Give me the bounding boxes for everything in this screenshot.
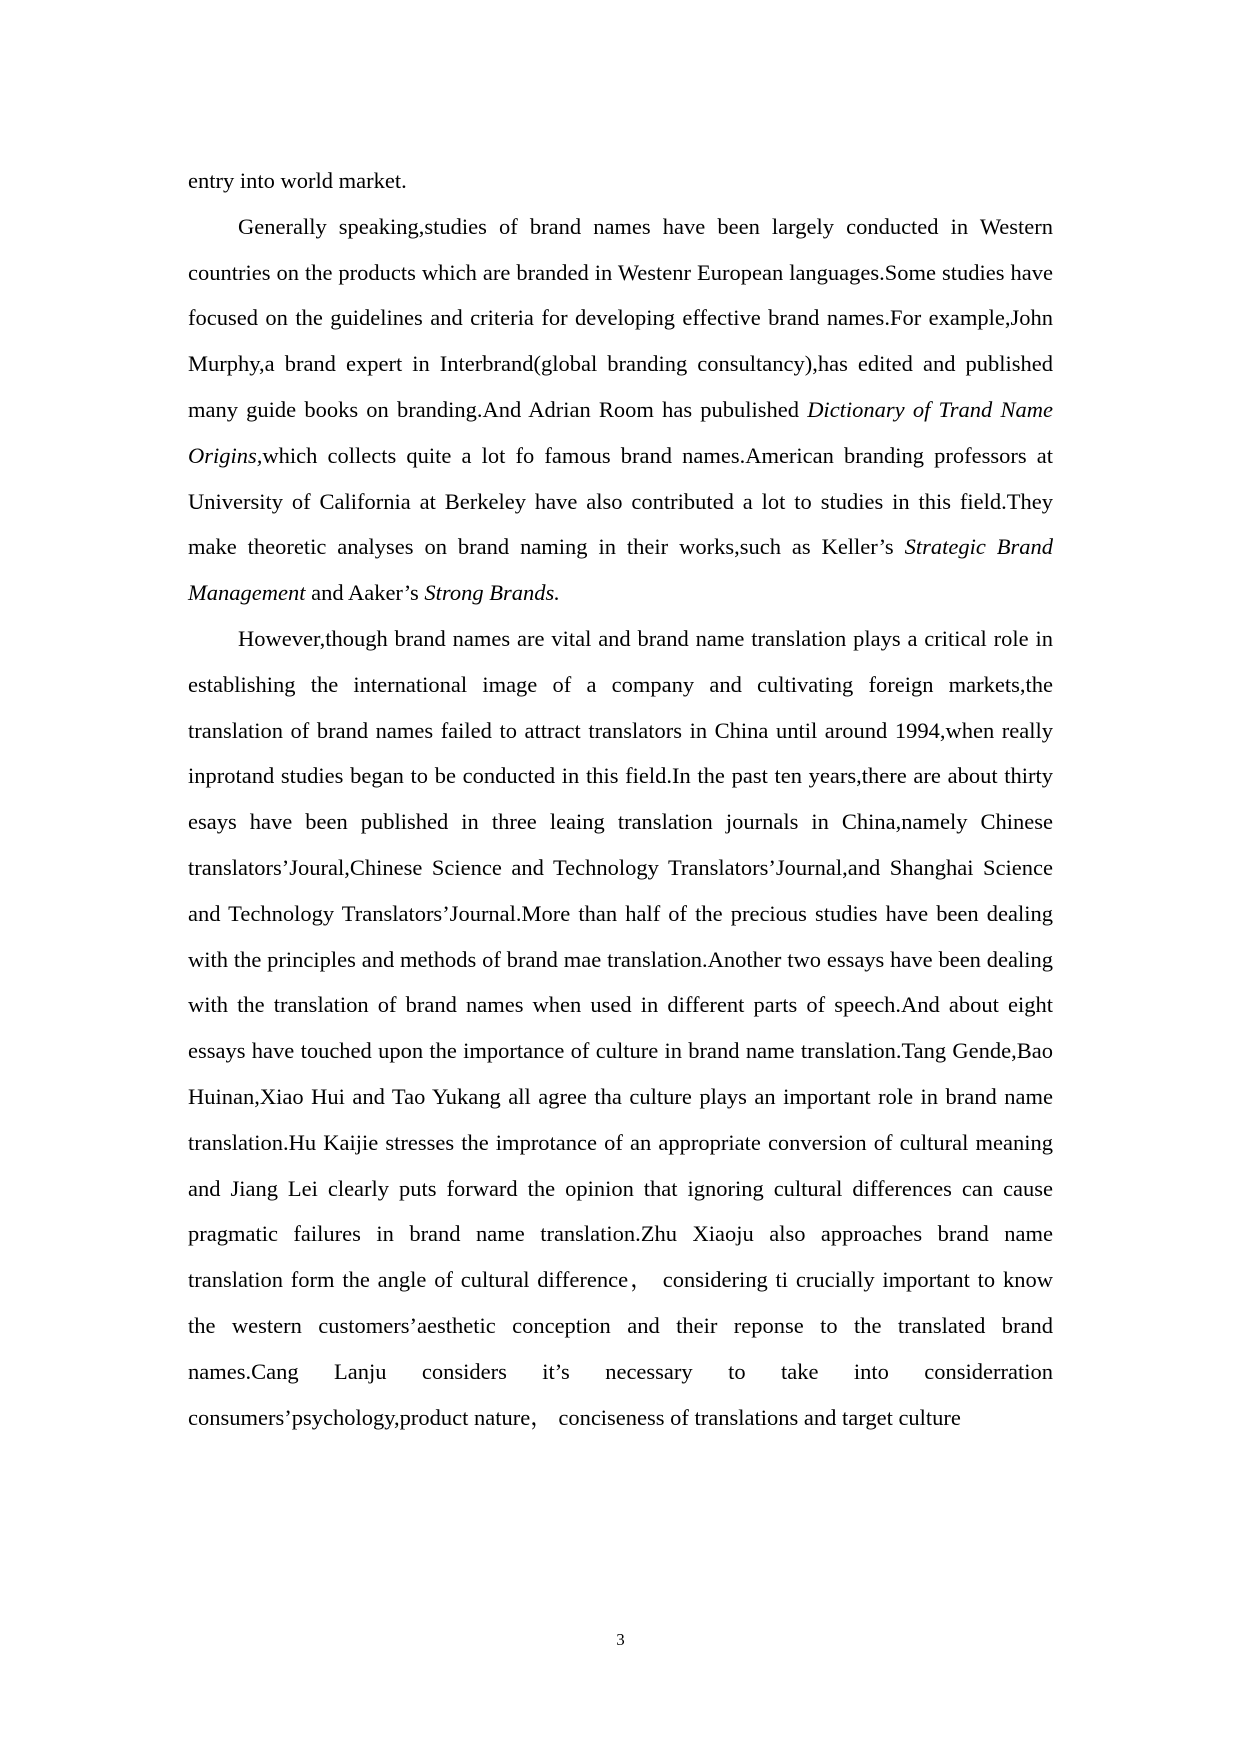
italic-title: Dictionary of Trand Name Origins,	[188, 396, 1053, 468]
italic-title: Strategic Brand Management	[188, 534, 1053, 606]
text-run: which collects quite a lot fo famous brand names.American branding professors at University of California at Berkeley have also contributed a lot to studies in this field.They make theoretic analyses on brand naming in their works,such as Keller’s	[188, 442, 1053, 560]
page-number: 3	[616, 1630, 625, 1649]
text-run: entry into world market.	[188, 168, 407, 193]
paragraph	[188, 616, 1053, 1440]
paragraph	[188, 158, 1053, 204]
paragraph	[188, 204, 1053, 616]
body-text	[188, 158, 1053, 1440]
text-run: However,though brand names are vital and brand name translation plays a critical role in establishing the international image of a company and cultivating foreign markets,the translation of brand names failed to attract translators in China until around 1994,when really inprotand studies began to be conducted in this field.In the past ten years,there are about thirty esays have been published in three leaing translation journals in China,namely Chinese translators’Joural,Chinese Science and Technology Translators’Journal,and Shanghai Science and Technology Translators’Journal.More than half of the precious studies have been dealing with the principles and methods of brand mae translation.Another two essays have been dealing with the translation of brand names when used in different parts of speech.And about eight essays have touched upon the importance of culture in brand name translation.Tang Gende,Bao Huinan,Xiao Hui and Tao Yukang all agree tha culture plays an important role in brand name translation.Hu Kaijie stresses the improtance of an appropriate conversion of cultural meaning and Jiang Lei clearly puts forward the opinion that ignoring cultural differences can cause pragmatic failures in brand name translation.Zhu Xiaoju also approaches brand name translation form the angle of cultural difference， considering ti crucially important to know the western customers’aesthetic conception and their reponse to the translated brand names.Cang Lanju considers it’s necessary to take into considerration consumers’psychology,product nature， conciseness of translations and target culture	[188, 625, 1053, 1430]
text-run: and Aaker’s	[305, 580, 425, 606]
text-run: Generally speaking,studies of brand names have been largely conducted in Western countries on the products which are branded in Westenr European languages.Some studies have focused on the guidelines and criteria for developing effective brand names.For example,John Murphy,a brand expert in Interbrand(global branding consultancy),has edited and published many guide books on branding.And Adrian Room has pubulished	[188, 213, 1053, 422]
italic-title: Strong Brands.	[424, 580, 560, 606]
